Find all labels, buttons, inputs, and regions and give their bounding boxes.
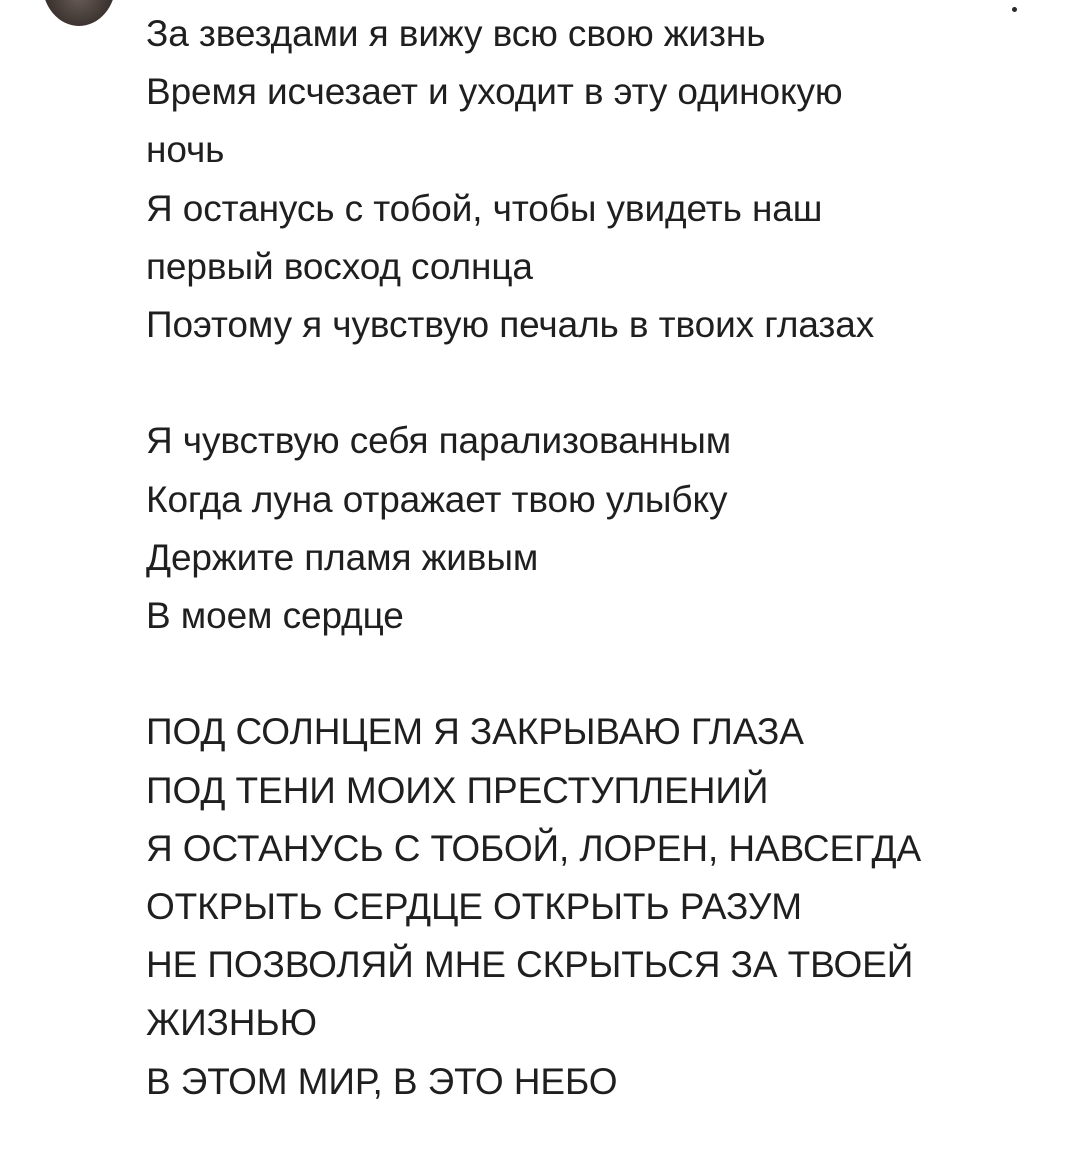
comment-line: ночь xyxy=(146,129,225,171)
comment-line: ЖИЗНЬЮ xyxy=(146,1002,317,1044)
comment-line: Держите пламя живым xyxy=(146,536,539,578)
comment-line: Время исчезает и уходит в эту одинокую xyxy=(146,71,843,113)
comment-line: Я чувствую себя парализованным xyxy=(146,420,732,462)
comment-line: НЕ ПОЗВОЛЯЙ МНЕ СКРЫТЬСЯ ЗА ТВОЕЙ xyxy=(146,944,914,986)
comment-text xyxy=(146,5,1046,1111)
comment-line: В ЭТОМ МИР, В ЭТО НЕБО xyxy=(146,1060,618,1102)
comment-line: ПОД ТЕНИ МОИХ ПРЕСТУПЛЕНИЙ xyxy=(146,769,769,811)
comment-line: Я останусь с тобой, чтобы увидеть наш xyxy=(146,187,823,229)
stanza-gap xyxy=(146,645,1046,703)
comment-line: За звездами я вижу всю свою жизнь xyxy=(146,13,766,54)
comment-line: Поэтому я чувствую печаль в твоих глазах xyxy=(146,304,875,346)
user-avatar[interactable] xyxy=(42,0,116,26)
comment-line: первый восход солнца xyxy=(146,245,533,287)
comment-line: ОТКРЫТЬ СЕРДЦЕ ОТКРЫТЬ РАЗУМ xyxy=(146,886,802,928)
comment-line: Когда луна отражает твою улыбку xyxy=(146,478,728,520)
stanza-gap xyxy=(146,354,1046,412)
comment-line: В моем сердце xyxy=(146,595,404,637)
comment-line: Я ОСТАНУСЬ С ТОБОЙ, ЛОРЕН, НАВСЕГДА xyxy=(146,827,922,869)
comment-line: ПОД СОЛНЦЕМ Я ЗАКРЫВАЮ ГЛАЗА xyxy=(146,711,804,753)
